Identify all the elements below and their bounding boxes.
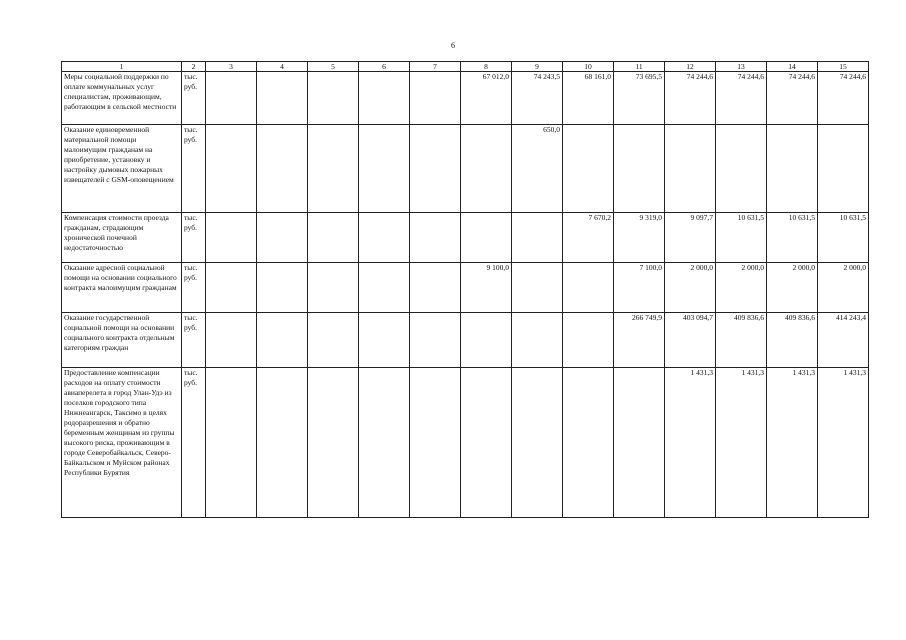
column-header-8: 8: [461, 62, 512, 72]
value-cell: [461, 213, 512, 263]
value-cell: 73 695,5: [614, 72, 665, 125]
value-cell: 2 000,0: [767, 263, 818, 313]
row-unit: тыс. руб.: [182, 263, 206, 313]
column-header-10: 10: [563, 62, 614, 72]
value-cell: 409 836,6: [767, 313, 818, 368]
value-cell: [257, 125, 308, 213]
value-cell: [563, 125, 614, 213]
value-cell: [716, 125, 767, 213]
value-cell: [563, 368, 614, 518]
column-header-1: 1: [62, 62, 182, 72]
value-cell: 67 012,0: [461, 72, 512, 125]
value-cell: [308, 368, 359, 518]
table-row: [62, 125, 869, 213]
value-cell: 266 749,9: [614, 313, 665, 368]
value-cell: 1 431,3: [716, 368, 767, 518]
value-cell: [410, 368, 461, 518]
row-unit: тыс. руб.: [182, 72, 206, 125]
value-cell: [359, 72, 410, 125]
page-number: 6: [451, 41, 455, 50]
value-cell: [206, 72, 257, 125]
value-cell: [410, 72, 461, 125]
value-cell: 9 097,7: [665, 213, 716, 263]
value-cell: [359, 368, 410, 518]
column-header-3: 3: [206, 62, 257, 72]
value-cell: 9 319,0: [614, 213, 665, 263]
row-description: Оказание единовременной материальной помощи малоимущим гражданам на приобретение, установку и настройку дымовых пожарных извещателей с GSM-оповещением: [62, 125, 182, 213]
value-cell: 74 243,5: [512, 72, 563, 125]
value-cell: 74 244,6: [665, 72, 716, 125]
column-header-9: 9: [512, 62, 563, 72]
value-cell: 10 631,5: [767, 213, 818, 263]
row-description: Компенсация стоимости проезда гражданам, страдающим хронической почечной недостаточностью: [62, 213, 182, 263]
value-cell: [512, 263, 563, 313]
value-cell: [410, 125, 461, 213]
value-cell: [206, 368, 257, 518]
value-cell: [614, 368, 665, 518]
column-header-4: 4: [257, 62, 308, 72]
value-cell: 68 161,0: [563, 72, 614, 125]
value-cell: [308, 72, 359, 125]
table-row: [62, 72, 869, 125]
value-cell: 2 000,0: [818, 263, 869, 313]
value-cell: 10 631,5: [818, 213, 869, 263]
row-description: Оказание адресной социальной помощи на основании социального контракта малоимущим гражданам: [62, 263, 182, 313]
table-row: [62, 368, 869, 518]
value-cell: 650,0: [512, 125, 563, 213]
value-cell: [461, 368, 512, 518]
value-cell: [410, 313, 461, 368]
value-cell: [308, 213, 359, 263]
row-unit: тыс. руб.: [182, 313, 206, 368]
table-row: [62, 263, 869, 313]
value-cell: [563, 263, 614, 313]
value-cell: [410, 263, 461, 313]
value-cell: 10 631,5: [716, 213, 767, 263]
column-header-13: 13: [716, 62, 767, 72]
value-cell: [257, 72, 308, 125]
column-header-6: 6: [359, 62, 410, 72]
value-cell: [359, 263, 410, 313]
value-cell: [359, 313, 410, 368]
column-header-11: 11: [614, 62, 665, 72]
value-cell: [257, 368, 308, 518]
value-cell: 409 836,6: [716, 313, 767, 368]
row-unit: тыс. руб.: [182, 125, 206, 213]
value-cell: [512, 213, 563, 263]
value-cell: 2 000,0: [716, 263, 767, 313]
column-header-7: 7: [410, 62, 461, 72]
column-header-5: 5: [308, 62, 359, 72]
value-cell: [461, 313, 512, 368]
value-cell: [512, 313, 563, 368]
value-cell: [308, 125, 359, 213]
value-cell: [563, 313, 614, 368]
value-cell: [308, 263, 359, 313]
value-cell: [257, 213, 308, 263]
column-header-2: 2: [182, 62, 206, 72]
row-description: Меры социальной поддержки по оплате коммунальных услуг специалистам, проживающим, работающим в сельской местности: [62, 72, 182, 125]
column-header-14: 14: [767, 62, 818, 72]
value-cell: [614, 125, 665, 213]
value-cell: [206, 213, 257, 263]
row-unit: тыс. руб.: [182, 368, 206, 518]
data-table: [61, 61, 869, 518]
value-cell: 7 670,2: [563, 213, 614, 263]
value-cell: 403 094,7: [665, 313, 716, 368]
column-header-15: 15: [818, 62, 869, 72]
value-cell: 414 243,4: [818, 313, 869, 368]
value-cell: [308, 313, 359, 368]
value-cell: 9 100,0: [461, 263, 512, 313]
row-description: Предоставление компенсации расходов на оплату стоимости авиаперелета в город Улан-Удэ из поселков городского типа Нижнеангарск, Таксимо в целях родоразрешения и обратно беременным женщинам из группы высокого риска, проживающим в городе Северобайкальск, Северо-Байкальском и Муйском районах Республики Бурятия: [62, 368, 182, 518]
value-cell: [257, 313, 308, 368]
value-cell: [206, 125, 257, 213]
table-row: [62, 313, 869, 368]
value-cell: 1 431,3: [665, 368, 716, 518]
value-cell: 7 100,0: [614, 263, 665, 313]
value-cell: [665, 125, 716, 213]
value-cell: [359, 125, 410, 213]
value-cell: 2 000,0: [665, 263, 716, 313]
table-header-row: [62, 62, 869, 72]
value-cell: [257, 263, 308, 313]
value-cell: 74 244,6: [716, 72, 767, 125]
row-description: Оказание государственной социальной помощи на основании социального контракта отдельным категориям граждан: [62, 313, 182, 368]
value-cell: 1 431,3: [767, 368, 818, 518]
value-cell: [359, 213, 410, 263]
table-row: [62, 213, 869, 263]
value-cell: [767, 125, 818, 213]
column-header-12: 12: [665, 62, 716, 72]
value-cell: [206, 263, 257, 313]
value-cell: [410, 213, 461, 263]
value-cell: [206, 313, 257, 368]
value-cell: [818, 125, 869, 213]
value-cell: 74 244,6: [767, 72, 818, 125]
value-cell: 74 244,6: [818, 72, 869, 125]
value-cell: 1 431,3: [818, 368, 869, 518]
row-unit: тыс. руб.: [182, 213, 206, 263]
value-cell: [512, 368, 563, 518]
value-cell: [461, 125, 512, 213]
